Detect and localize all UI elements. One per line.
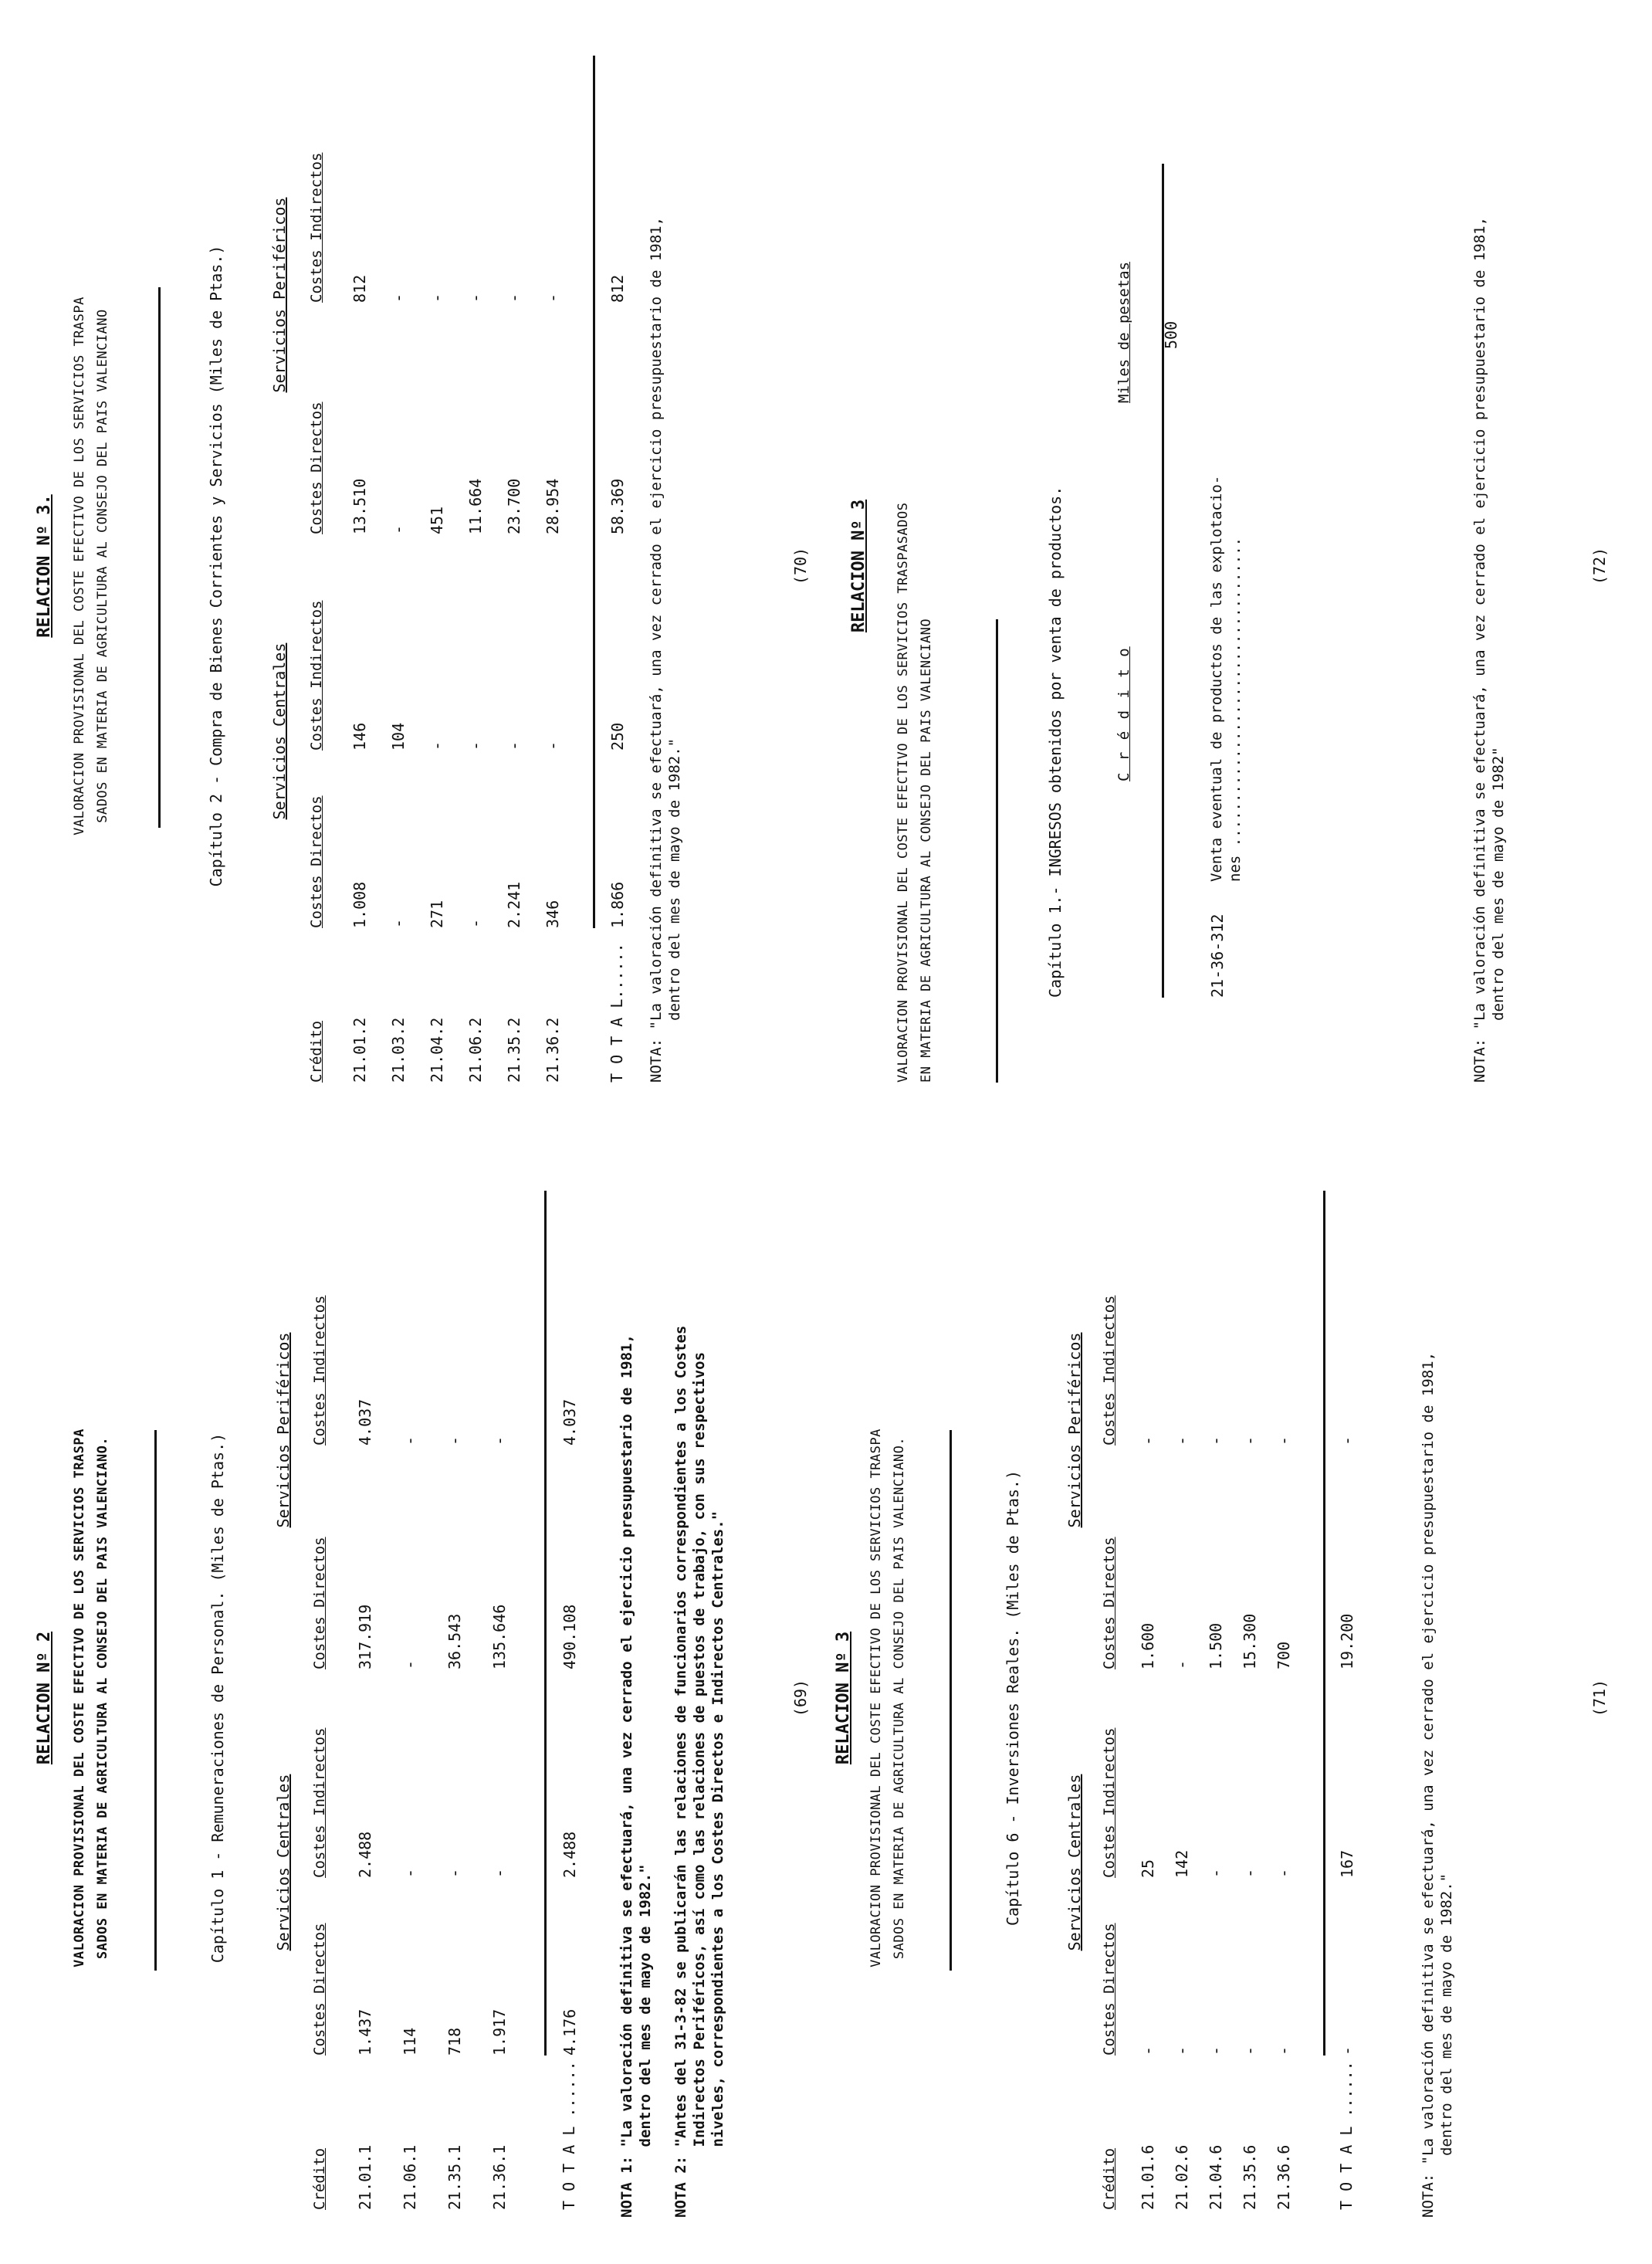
cell-credito: 21.36.2 <box>543 1017 562 1083</box>
cell-value: - <box>1241 1868 1259 1878</box>
cell-value: 15.300 <box>1241 1613 1259 1669</box>
cell-value: - <box>401 1868 419 1878</box>
cell-value: - <box>428 741 446 751</box>
relacion-2-nota-2: NOTA 2: "Antes del 31-3-82 se publicarán las relaciones de funcionarios correspondientes a los Costes Indirectos Periféricos, así como las relaciones de puestos de trabajo, con sus respectivos niveles, correspondientes a los Costes Directos e Indirectos Centrales." <box>672 1325 726 2218</box>
cell-value: 500 <box>1162 320 1180 349</box>
cell-value: 4.037 <box>560 1398 579 1446</box>
cell-concepto-line1: Venta eventual de productos de las explotacio- <box>1208 475 1225 882</box>
cell-value: - <box>389 918 408 928</box>
relacion-3a-header <box>68 0 114 1132</box>
col-costes-directos: Costes Directos <box>1101 1537 1118 1669</box>
table-row <box>388 1191 432 2210</box>
total-row <box>1324 1191 1369 2210</box>
cell-value: - <box>1207 1435 1225 1446</box>
relacion-3b-title: RELACION Nº 3 <box>849 499 868 633</box>
cell-value: 23.700 <box>505 478 523 534</box>
relacion-2-title: RELACION Nº 2 <box>35 1631 54 1765</box>
cell-value: - <box>543 293 562 303</box>
table-header-rule <box>1162 164 1164 998</box>
cell-value: - <box>1173 2045 1191 2056</box>
cell-value: 2.241 <box>505 881 523 928</box>
cell-value: 1.008 <box>350 881 369 928</box>
relacion-3a-divider <box>158 287 161 828</box>
relacion-3a-table <box>266 56 640 1083</box>
cell-value: 36.543 <box>445 1613 464 1669</box>
cell-value: - <box>466 741 485 751</box>
cell-value: 19.200 <box>1337 1613 1356 1669</box>
col-costes-indirectos: Costes Indirectos <box>311 1727 328 1878</box>
cell-value: 346 <box>543 900 562 928</box>
page-number: (71) <box>1590 1679 1609 1717</box>
cell-value: 812 <box>350 274 369 303</box>
relacion-3-table <box>1061 1191 1369 2210</box>
table-row <box>1131 1191 1165 2210</box>
cell-value: - <box>1207 2045 1225 2056</box>
relacion-3b-table <box>1115 164 1254 998</box>
cell-credito: 21.04.2 <box>428 1017 446 1083</box>
relacion-2-header-line2: SADOS EN MATERIA DE AGRICULTURA AL CONSEJO DEL PAIS VALENCIANO. <box>95 1436 110 1960</box>
table-row <box>343 1191 388 2210</box>
cell-value: 250 <box>608 722 627 751</box>
cell-value: - <box>543 741 562 751</box>
relacion-2-header <box>68 1132 114 2264</box>
group-servicios-perifericos: Servicios Periféricos <box>1065 1332 1084 1528</box>
cell-credito: 21.35.6 <box>1241 2144 1259 2210</box>
cell-credito: 21.03.2 <box>389 1017 408 1083</box>
relacion-2-divider <box>154 1430 157 1971</box>
col-costes-indirectos: Costes Indirectos <box>311 1295 328 1446</box>
relacion-3-header-line2: SADOS EN MATERIA DE AGRICULTURA AL CONSEJO DEL PAIS VALENCIANO. <box>892 1436 907 1960</box>
group-servicios-centrales: Servicios Centrales <box>270 642 289 820</box>
relacion-3a-nota: NOTA: "La valoración definitiva se efectuará, una vez cerrado el ejercicio presupuestario de 1981, dentro del mes de mayo de 1982." <box>648 216 683 1083</box>
relacion-2-nota-1: NOTA 1: "La valoración definitiva se efectuará, una vez cerrado el ejercicio presupuestario de 1981, dentro del mes de mayo de 1982." <box>618 1334 654 2218</box>
cell-value: 4.176 <box>560 2008 579 2056</box>
cell-value: - <box>1139 2045 1157 2056</box>
total-label: T O T A L ...... <box>560 2061 578 2210</box>
cell-value: 1.600 <box>1139 1622 1157 1669</box>
cell-credito: 21.01.1 <box>356 2144 374 2210</box>
cell-value: 451 <box>428 506 446 534</box>
page-number: (70) <box>791 547 810 585</box>
cell-value: 114 <box>401 2027 419 2056</box>
cell-value: - <box>428 293 446 303</box>
cell-value: 11.664 <box>466 478 485 534</box>
col-costes-indirectos: Costes Indirectos <box>1101 1295 1118 1446</box>
relacion-3-nota: NOTA: "La valoración definitiva se efectuará, una vez cerrado el ejercicio presupuestario de 1981, dentro del mes de mayo de 1982." <box>1420 1351 1455 2218</box>
cell-credito: 21.36.1 <box>490 2144 509 2210</box>
cell-value: - <box>1241 2045 1259 2056</box>
group-servicios-perifericos: Servicios Periféricos <box>274 1332 293 1528</box>
cell-value: 4.037 <box>356 1398 374 1446</box>
cell-credito: 21.06.1 <box>401 2144 419 2210</box>
col-costes-indirectos: Costes Indirectos <box>1101 1727 1118 1878</box>
col-credito: Crédito <box>308 1020 325 1083</box>
relacion-3a-header-line2: SADOS EN MATERIA DE AGRICULTURA AL CONSEJO DEL PAIS VALENCIANO <box>95 309 110 823</box>
relacion-3b-header-line2: EN MATERIA DE AGRICULTURA AL CONSEJO DEL PAIS VALENCIANO <box>919 618 934 1083</box>
cell-value: 1.917 <box>490 2008 509 2056</box>
col-costes-indirectos: Costes Indirectos <box>308 600 325 751</box>
group-servicios-perifericos: Servicios Periféricos <box>270 197 289 393</box>
relacion-3a-title: RELACION Nº 3. <box>35 494 54 638</box>
cell-credito: 21-36-312 <box>1208 913 1227 998</box>
relacion-3-chapter: Capítulo 6 - Inversiones Reales. (Miles de Ptas.) <box>1004 1470 1022 1927</box>
cell-value: 142 <box>1173 1849 1191 1878</box>
cell-value: - <box>505 293 523 303</box>
cell-value: - <box>490 1435 509 1446</box>
cell-value: 25 <box>1139 1859 1157 1878</box>
group-servicios-centrales: Servicios Centrales <box>274 1774 293 1951</box>
table-row <box>418 56 456 1083</box>
cell-value: - <box>1173 1435 1191 1446</box>
cell-value: - <box>1173 1659 1191 1669</box>
table-row <box>456 56 495 1083</box>
cell-value: 1.500 <box>1207 1622 1225 1669</box>
relacion-3-header <box>865 1132 911 2264</box>
col-miles-de-pesetas: Miles de pesetas <box>1115 261 1132 403</box>
col-credito: Crédito <box>1101 2147 1118 2210</box>
table-row <box>1233 1191 1267 2210</box>
cell-value: 135.646 <box>490 1604 509 1669</box>
cell-credito: 21.35.1 <box>445 2144 464 2210</box>
cell-value: 271 <box>428 900 446 928</box>
cell-value: - <box>401 1435 419 1446</box>
cell-concepto-line2: nes ................................... <box>1227 537 1244 882</box>
cell-value: 104 <box>389 722 408 751</box>
relacion-3b-divider <box>996 619 998 1083</box>
table-row <box>340 56 379 1083</box>
cell-credito: 21.01.6 <box>1139 2144 1157 2210</box>
cell-value: - <box>1139 1435 1157 1446</box>
cell-value: 2.488 <box>356 1831 374 1878</box>
relacion-3b-chapter: Capítulo 1.- INGRESOS obtenidos por venta de productos. <box>1046 486 1065 998</box>
cell-credito: 21.04.6 <box>1207 2144 1225 2210</box>
cell-value: - <box>1275 1868 1293 1878</box>
cell-value: 490.108 <box>560 1604 579 1669</box>
cell-value: 700 <box>1275 1641 1293 1669</box>
cell-value: - <box>1275 2045 1293 2056</box>
table-row <box>495 56 533 1083</box>
table-row <box>1165 1191 1199 2210</box>
total-row <box>545 1191 593 2210</box>
cell-credito: 21.02.6 <box>1173 2144 1191 2210</box>
cell-value: - <box>389 293 408 303</box>
table-row <box>533 56 572 1083</box>
cell-value: - <box>1337 2045 1356 2056</box>
table-row <box>1162 164 1254 998</box>
cell-value: - <box>490 1868 509 1878</box>
total-label: T O T A L ...... <box>1337 2061 1356 2210</box>
table-row <box>379 56 418 1083</box>
cell-value: - <box>389 524 408 534</box>
cell-value: - <box>445 1435 464 1446</box>
col-costes-directos: Costes Directos <box>308 795 325 928</box>
cell-credito: 21.06.2 <box>466 1017 485 1083</box>
relacion-3-header-line1: VALORACION PROVISIONAL DEL COSTE EFECTIVO DE LOS SERVICIOS TRASPA <box>868 1429 884 1967</box>
col-credito: C r é d i t o <box>1115 646 1132 781</box>
cell-value: - <box>466 918 485 928</box>
cell-value: 317.919 <box>356 1604 374 1669</box>
cell-value: 718 <box>445 2027 464 2056</box>
table-row <box>1199 1191 1233 2210</box>
cell-value: - <box>401 1659 419 1669</box>
cell-value: - <box>505 741 523 751</box>
col-credito: Crédito <box>311 2147 328 2210</box>
table-row <box>477 1191 522 2210</box>
total-row <box>594 56 640 1083</box>
total-label: T O T A L...... <box>608 943 626 1083</box>
cell-value: 146 <box>350 722 369 751</box>
cell-value: - <box>1241 1435 1259 1446</box>
cell-credito: 21.01.2 <box>350 1017 369 1083</box>
relacion-2-table <box>270 1191 593 2210</box>
col-costes-directos: Costes Directos <box>1101 1923 1118 2056</box>
col-costes-directos: Costes Directos <box>311 1923 328 2056</box>
cell-value: 2.488 <box>560 1831 579 1878</box>
col-costes-directos: Costes Directos <box>308 402 325 534</box>
relacion-3b-header <box>892 79 938 1083</box>
cell-value: 1.437 <box>356 2008 374 2056</box>
col-costes-directos: Costes Directos <box>311 1537 328 1669</box>
cell-value: 13.510 <box>350 478 369 534</box>
cell-value: 58.369 <box>608 478 627 534</box>
table-row <box>432 1191 477 2210</box>
relacion-3a-header-line1: VALORACION PROVISIONAL DEL COSTE EFECTIVO DE LOS SERVICIOS TRASPA <box>72 297 87 835</box>
relacion-3b-header-line1: VALORACION PROVISIONAL DEL COSTE EFECTIVO DE LOS SERVICIOS TRASPASADOS <box>895 502 911 1083</box>
table-row <box>1267 1191 1301 2210</box>
cell-value: - <box>466 293 485 303</box>
cell-value: - <box>1337 1435 1356 1446</box>
cell-credito: 21.36.6 <box>1275 2144 1293 2210</box>
cell-value: - <box>1207 1868 1225 1878</box>
cell-value: 167 <box>1337 1849 1356 1878</box>
cell-value: 1.866 <box>608 881 627 928</box>
cell-value: 812 <box>608 274 627 303</box>
page-number: (69) <box>791 1679 810 1717</box>
page-number: (72) <box>1590 547 1609 585</box>
group-servicios-centrales: Servicios Centrales <box>1065 1774 1084 1951</box>
relacion-3b-nota: NOTA: "La valoración definitiva se efectuará, una vez cerrado el ejercicio presupuestario de 1981, dentro del mes de mayo de 1982" <box>1471 216 1507 1083</box>
cell-value: 28.954 <box>543 478 562 534</box>
relacion-3a-chapter: Capítulo 2 - Compra de Bienes Corrientes y Servicios (Miles de Ptas.) <box>207 245 225 887</box>
col-costes-indirectos: Costes Indirectos <box>308 152 325 303</box>
cell-value: - <box>1275 1435 1293 1446</box>
cell-value: - <box>445 1868 464 1878</box>
cell-credito: 21.35.2 <box>505 1017 523 1083</box>
relacion-3-divider <box>950 1430 952 1971</box>
relacion-2-header-line1: VALORACION PROVISIONAL DEL COSTE EFECTIVO DE LOS SERVICIOS TRASPA <box>72 1429 87 1967</box>
relacion-2-chapter: Capítulo 1 - Remuneraciones de Personal. (Miles de Ptas.) <box>208 1432 227 1964</box>
relacion-3-title: RELACION Nº 3 <box>834 1631 853 1765</box>
